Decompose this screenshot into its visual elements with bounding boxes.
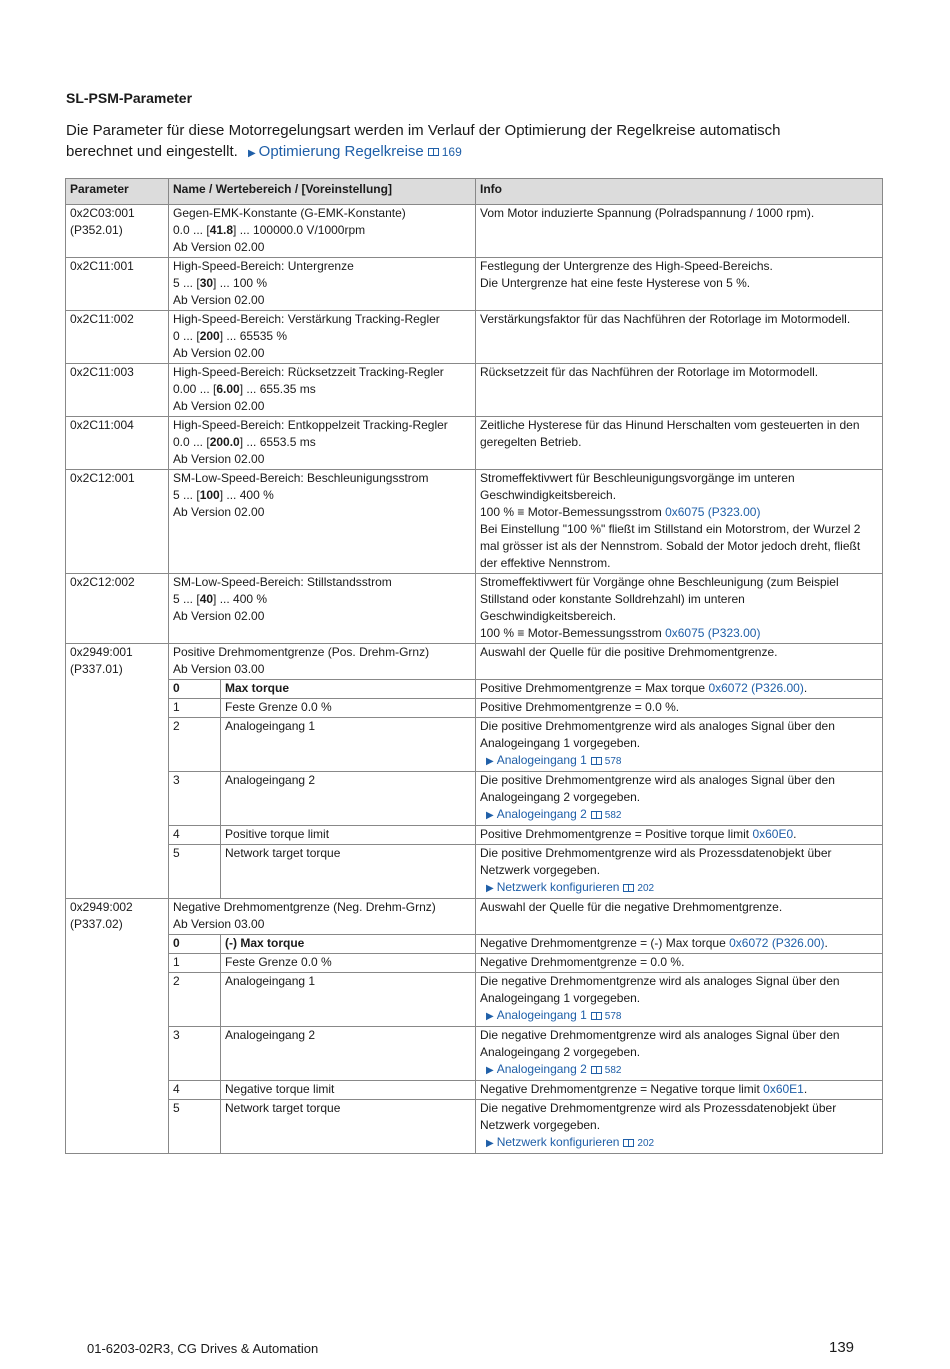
option-row <box>66 1081 883 1100</box>
option-label <box>221 935 476 954</box>
intro-text: Die Parameter für diese Motorregelungsart werden im Verlauf der Optimierung der Regelkreise automatisch berechnet und eingestellt. <box>66 122 781 160</box>
range-max: ] ... 6553.5 ms <box>239 435 316 449</box>
option-number <box>169 954 221 973</box>
param-alt-id: (P337.01) <box>70 662 123 676</box>
param-info-ref-prefix: 100 % ≡ Motor-Bemessungsstrom <box>480 505 666 519</box>
option-label-text: Network target torque <box>225 846 341 860</box>
default-value: 6.00 <box>216 382 240 396</box>
option-row <box>66 718 883 772</box>
param-name: SM-Low-Speed-Bereich: Stillstandsstrom <box>173 575 392 589</box>
param-info-3: Bei Einstellung "100 %" fließt im Stillstand ein Motorstrom, der Wurzel 2 mal grösser ist als der Nennstrom. Sobald der Motor jedoch dreht, fließt der effektive Nennstrom. <box>480 522 861 570</box>
param-version: Ab Version 02.00 <box>173 240 265 254</box>
param-info: Stromeffektivwert für Beschleunigungsvorgänge im unteren Geschwindigkeitsbereich. <box>480 471 795 502</box>
range-max: ] ... 400 % <box>213 592 268 606</box>
cross-reference-link[interactable] <box>480 1008 621 1022</box>
param-info: Vom Motor induzierte Spannung (Polradspannung / 1000 rpm). <box>480 206 815 220</box>
option-ref-link[interactable]: 0x6072 (P326.00) <box>729 936 825 950</box>
option-number <box>169 680 221 699</box>
param-name-cell <box>169 205 476 258</box>
option-label-text: Analogeingang 1 <box>225 974 316 988</box>
option-label-text: Analogeingang 1 <box>225 719 316 733</box>
option-row <box>66 1027 883 1081</box>
range-min: 0 ... [ <box>173 329 200 343</box>
option-row <box>66 845 883 899</box>
option-info-cell <box>476 826 883 845</box>
option-label <box>221 826 476 845</box>
cross-reference-page: 202 <box>637 1138 655 1149</box>
range-min: 5 ... [ <box>173 592 200 606</box>
option-number-value: 0 <box>173 936 180 950</box>
default-value: 40 <box>199 592 214 606</box>
book-icon <box>428 148 439 156</box>
option-label-text: Feste Grenze 0.0 % <box>225 955 332 969</box>
range-min: 5 ... [ <box>173 488 200 502</box>
option-info-suffix: . <box>793 827 797 841</box>
option-info: Die positive Drehmomentgrenze wird als analoges Signal über den Analogeingang 1 vorgegeben. <box>480 719 835 750</box>
param-name: Positive Drehmomentgrenze (Pos. Drehm-Grnz) <box>173 645 430 659</box>
default-value: 200 <box>199 329 220 343</box>
param-info-2: Die Untergrenze hat eine feste Hysterese von 5 %. <box>480 276 751 290</box>
table-row <box>66 644 883 680</box>
range-min: 0.0 ... [ <box>173 223 210 237</box>
option-label-text: Feste Grenze 0.0 % <box>225 700 332 714</box>
param-name: High-Speed-Bereich: Untergrenze <box>173 259 354 273</box>
param-info: Zeitliche Hysterese für das Hinund Herschalten vom gesteuerten in den geregelten Betrieb. <box>480 418 860 449</box>
option-label-text: Max torque <box>225 681 290 695</box>
option-label <box>221 845 476 899</box>
option-info: Die negative Drehmomentgrenze wird als Prozessdatenobjekt über Netzwerk vorgegeben. <box>480 1101 837 1132</box>
cross-reference-page: 202 <box>637 883 655 894</box>
range-min: 5 ... [ <box>173 276 200 290</box>
param-id-cell <box>66 470 169 574</box>
option-number <box>169 973 221 1027</box>
cross-reference-label: Analogeingang 1 <box>496 1008 587 1022</box>
param-id-cell <box>66 574 169 644</box>
table-row <box>66 205 883 258</box>
param-info-cell <box>476 205 883 258</box>
param-name-cell <box>169 364 476 417</box>
param-name: Negative Drehmomentgrenze (Neg. Drehm-Grnz) <box>173 900 436 914</box>
cross-reference-label: Analogeingang 2 <box>496 1062 587 1076</box>
param-version: Ab Version 02.00 <box>173 505 265 519</box>
option-number-value: 1 <box>173 700 180 714</box>
table-row <box>66 311 883 364</box>
triangle-right-icon: ▶ <box>486 756 494 767</box>
param-info-cell <box>476 470 883 574</box>
option-label <box>221 973 476 1027</box>
option-label <box>221 718 476 772</box>
param-info-cell <box>476 899 883 935</box>
cross-reference-label: Netzwerk konfigurieren <box>496 880 620 894</box>
option-label <box>221 772 476 826</box>
param-id-cell <box>66 899 169 1154</box>
option-info-suffix: . <box>803 681 808 695</box>
option-info-cell <box>476 699 883 718</box>
range-max: ] ... 400 % <box>219 488 274 502</box>
table-row <box>66 574 883 644</box>
option-info: Die positive Drehmomentgrenze wird als analoges Signal über den Analogeingang 2 vorgegeben. <box>480 773 835 804</box>
option-info-cell <box>476 1081 883 1100</box>
option-ref-link[interactable]: 0x60E0 <box>752 827 794 841</box>
option-row <box>66 680 883 699</box>
option-number-value: 4 <box>173 827 180 841</box>
param-id: 0x2C11:001 <box>70 259 134 273</box>
cross-reference-label: Analogeingang 2 <box>496 807 587 821</box>
cross-reference-link[interactable] <box>480 1062 621 1076</box>
option-info: Positive Drehmomentgrenze = 0.0 %. <box>480 700 680 714</box>
option-number-value: 3 <box>173 773 180 787</box>
option-ref-link[interactable]: 0x6072 (P326.00) <box>708 681 804 695</box>
param-version: Ab Version 02.00 <box>173 609 265 623</box>
param-name-cell <box>169 417 476 470</box>
table-row <box>66 899 883 935</box>
option-info: Positive Drehmomentgrenze = Max torque <box>480 681 709 695</box>
option-row <box>66 935 883 954</box>
param-id: 0x2C12:002 <box>70 575 135 589</box>
param-name-cell <box>169 311 476 364</box>
cross-reference-label: Analogeingang 1 <box>496 753 587 767</box>
intro-link-label: Optimierung Regelkreise <box>258 143 424 160</box>
triangle-right-icon: ▶ <box>486 1011 494 1022</box>
option-label <box>221 1027 476 1081</box>
option-number <box>169 1027 221 1081</box>
option-info: Negative Drehmomentgrenze = Negative torque limit <box>480 1082 764 1096</box>
range-min: 0.00 ... [ <box>173 382 217 396</box>
option-number <box>169 718 221 772</box>
option-number <box>169 845 221 899</box>
table-row <box>66 470 883 574</box>
option-info: Die negative Drehmomentgrenze wird als analoges Signal über den Analogeingang 1 vorgegeben. <box>480 974 840 1005</box>
param-id-cell <box>66 644 169 899</box>
option-number-value: 0 <box>173 681 180 695</box>
option-row <box>66 973 883 1027</box>
option-info-cell <box>476 954 883 973</box>
param-id-cell <box>66 205 169 258</box>
param-info-cell <box>476 417 883 470</box>
param-name-cell <box>169 574 476 644</box>
table-row <box>66 258 883 311</box>
option-number <box>169 1100 221 1154</box>
option-info: Die negative Drehmomentgrenze wird als analoges Signal über den Analogeingang 2 vorgegeben. <box>480 1028 840 1059</box>
param-info-cell <box>476 364 883 417</box>
param-id-cell <box>66 417 169 470</box>
param-alt-id: (P337.02) <box>70 917 123 931</box>
param-version: Ab Version 02.00 <box>173 399 265 413</box>
option-row <box>66 1100 883 1154</box>
intro-link-page: 169 <box>441 145 462 159</box>
option-number <box>169 1081 221 1100</box>
param-ref-link[interactable]: 0x6075 (P323.00) <box>665 626 761 640</box>
option-label-text: Positive torque limit <box>225 827 330 841</box>
option-label <box>221 680 476 699</box>
option-label-text: Negative torque limit <box>225 1082 335 1096</box>
book-icon <box>591 1066 602 1074</box>
cross-reference-link[interactable] <box>480 753 621 767</box>
param-info: Stromeffektivwert für Vorgänge ohne Beschleunigung (zum Beispiel Stillstand oder konstante Solldrehzahl) im unteren Geschwindigkeitsbereich. <box>480 575 839 623</box>
option-row <box>66 699 883 718</box>
option-info: Negative Drehmomentgrenze = 0.0 %. <box>480 955 685 969</box>
param-id: 0x2949:002 <box>70 900 133 914</box>
param-id: 0x2C11:003 <box>70 365 134 379</box>
option-row <box>66 954 883 973</box>
param-id-cell <box>66 258 169 311</box>
parameter-table <box>65 178 883 1154</box>
option-number <box>169 772 221 826</box>
param-alt-id: (P352.01) <box>70 223 123 237</box>
option-label-text: Analogeingang 2 <box>225 773 316 787</box>
param-name: High-Speed-Bereich: Verstärkung Tracking-Regler <box>173 312 440 326</box>
param-info-cell <box>476 574 883 644</box>
param-info-ref-prefix: 100 % ≡ Motor-Bemessungsstrom <box>480 626 666 640</box>
option-number-value: 4 <box>173 1082 180 1096</box>
option-number-value: 2 <box>173 719 180 733</box>
option-label <box>221 1100 476 1154</box>
table-header-row <box>66 179 883 205</box>
option-row <box>66 826 883 845</box>
range-min: 0.0 ... [ <box>173 435 210 449</box>
param-name: Gegen-EMK-Konstante (G-EMK-Konstante) <box>173 206 406 220</box>
book-icon <box>591 811 602 819</box>
param-info: Verstärkungsfaktor für das Nachführen der Rotorlage im Motormodell. <box>480 312 851 326</box>
header-parameter: Parameter <box>66 179 169 205</box>
option-info-cell <box>476 772 883 826</box>
table-row <box>66 364 883 417</box>
cross-reference-link[interactable] <box>480 807 621 821</box>
option-number <box>169 935 221 954</box>
param-id: 0x2C11:004 <box>70 418 134 432</box>
param-ref-link[interactable]: 0x6075 (P323.00) <box>665 505 761 519</box>
page-number: 139 <box>829 1339 855 1356</box>
option-info: Negative Drehmomentgrenze = (-) Max torque <box>480 936 730 950</box>
triangle-right-icon: ▶ <box>486 1138 494 1149</box>
option-label-text: (-) Max torque <box>225 936 305 950</box>
param-info-cell <box>476 644 883 680</box>
option-number-value: 1 <box>173 955 180 969</box>
option-label <box>221 699 476 718</box>
cross-reference-label: Netzwerk konfigurieren <box>496 1135 620 1149</box>
option-info-suffix: . <box>803 1082 808 1096</box>
param-name-cell <box>169 258 476 311</box>
param-id: 0x2C11:002 <box>70 312 134 326</box>
table-body <box>66 205 883 1154</box>
option-ref-link[interactable]: 0x60E1 <box>763 1082 804 1096</box>
footer-doc-id: 01-6203-02R3, CG Drives & Automation <box>87 1341 319 1356</box>
triangle-right-icon: ▶ <box>486 1065 494 1076</box>
param-info: Auswahl der Quelle für die negative Drehmomentgrenze. <box>480 900 783 914</box>
param-name-cell <box>169 644 476 680</box>
range-max: ] ... 100 % <box>213 276 268 290</box>
cross-reference-link[interactable] <box>480 1135 654 1149</box>
book-icon <box>623 1139 634 1147</box>
option-info-cell <box>476 1027 883 1081</box>
param-version: Ab Version 03.00 <box>173 662 265 676</box>
default-value: 41.8 <box>209 223 234 237</box>
option-info: Die positive Drehmomentgrenze wird als Prozessdatenobjekt über Netzwerk vorgegeben. <box>480 846 832 877</box>
cross-reference-page: 578 <box>604 1011 622 1022</box>
option-info-suffix: . <box>824 936 828 950</box>
param-id: 0x2949:001 <box>70 645 133 659</box>
option-info-cell <box>476 1100 883 1154</box>
param-info: Festlegung der Untergrenze des High-Speed-Bereichs. <box>480 259 773 273</box>
option-number-value: 5 <box>173 846 180 860</box>
option-label-text: Analogeingang 2 <box>225 1028 316 1042</box>
triangle-right-icon: ▶ <box>486 883 494 894</box>
page-title: SL-PSM-Parameter <box>66 90 193 106</box>
cross-reference-page: 582 <box>604 810 622 821</box>
cross-reference-page: 582 <box>604 1065 622 1076</box>
option-label <box>221 1081 476 1100</box>
param-version: Ab Version 03.00 <box>173 917 265 931</box>
option-info-cell <box>476 718 883 772</box>
param-id-cell <box>66 311 169 364</box>
param-name-cell <box>169 899 476 935</box>
range-max: ] ... 100000.0 V/1000rpm <box>233 223 366 237</box>
option-number <box>169 826 221 845</box>
option-number-value: 5 <box>173 1101 180 1115</box>
header-info: Info <box>476 179 883 205</box>
option-label-text: Network target torque <box>225 1101 341 1115</box>
option-info-cell <box>476 935 883 954</box>
table-row <box>66 417 883 470</box>
option-row <box>66 772 883 826</box>
param-name-cell <box>169 470 476 574</box>
book-icon <box>591 757 602 765</box>
default-value: 100 <box>199 488 220 502</box>
param-version: Ab Version 02.00 <box>173 346 265 360</box>
triangle-right-icon: ▶ <box>247 148 256 159</box>
option-number-value: 2 <box>173 974 180 988</box>
param-info: Rücksetzzeit für das Nachführen der Rotorlage im Motormodell. <box>480 365 819 379</box>
option-info-cell <box>476 845 883 899</box>
header-name: Name / Wertebereich / [Voreinstellung] <box>169 179 476 205</box>
param-id: 0x2C12:001 <box>70 471 135 485</box>
option-label <box>221 954 476 973</box>
param-name: SM-Low-Speed-Bereich: Beschleunigungsstrom <box>173 471 429 485</box>
param-id-cell <box>66 364 169 417</box>
param-name: High-Speed-Bereich: Rücksetzzeit Tracking-Regler <box>173 365 444 379</box>
option-number-value: 3 <box>173 1028 180 1042</box>
param-info: Auswahl der Quelle für die positive Drehmomentgrenze. <box>480 645 778 659</box>
param-info-cell <box>476 311 883 364</box>
param-version: Ab Version 02.00 <box>173 293 265 307</box>
option-number <box>169 699 221 718</box>
cross-reference-link[interactable] <box>480 880 654 894</box>
intro-link[interactable] <box>242 143 462 160</box>
range-max: ] ... 655.35 ms <box>239 382 316 396</box>
param-id: 0x2C03:001 <box>70 206 135 220</box>
triangle-right-icon: ▶ <box>486 810 494 821</box>
default-value: 200.0 <box>209 435 240 449</box>
param-version: Ab Version 02.00 <box>173 452 265 466</box>
param-info-cell <box>476 258 883 311</box>
book-icon <box>623 884 634 892</box>
option-info-cell <box>476 680 883 699</box>
param-name: High-Speed-Bereich: Entkoppelzeit Tracking-Regler <box>173 418 448 432</box>
option-info: Positive Drehmomentgrenze = Positive torque limit <box>480 827 753 841</box>
book-icon <box>591 1012 602 1020</box>
range-max: ] ... 65535 % <box>219 329 288 343</box>
default-value: 30 <box>199 276 214 290</box>
cross-reference-page: 578 <box>604 756 622 767</box>
intro-paragraph <box>66 120 846 164</box>
option-info-cell <box>476 973 883 1027</box>
